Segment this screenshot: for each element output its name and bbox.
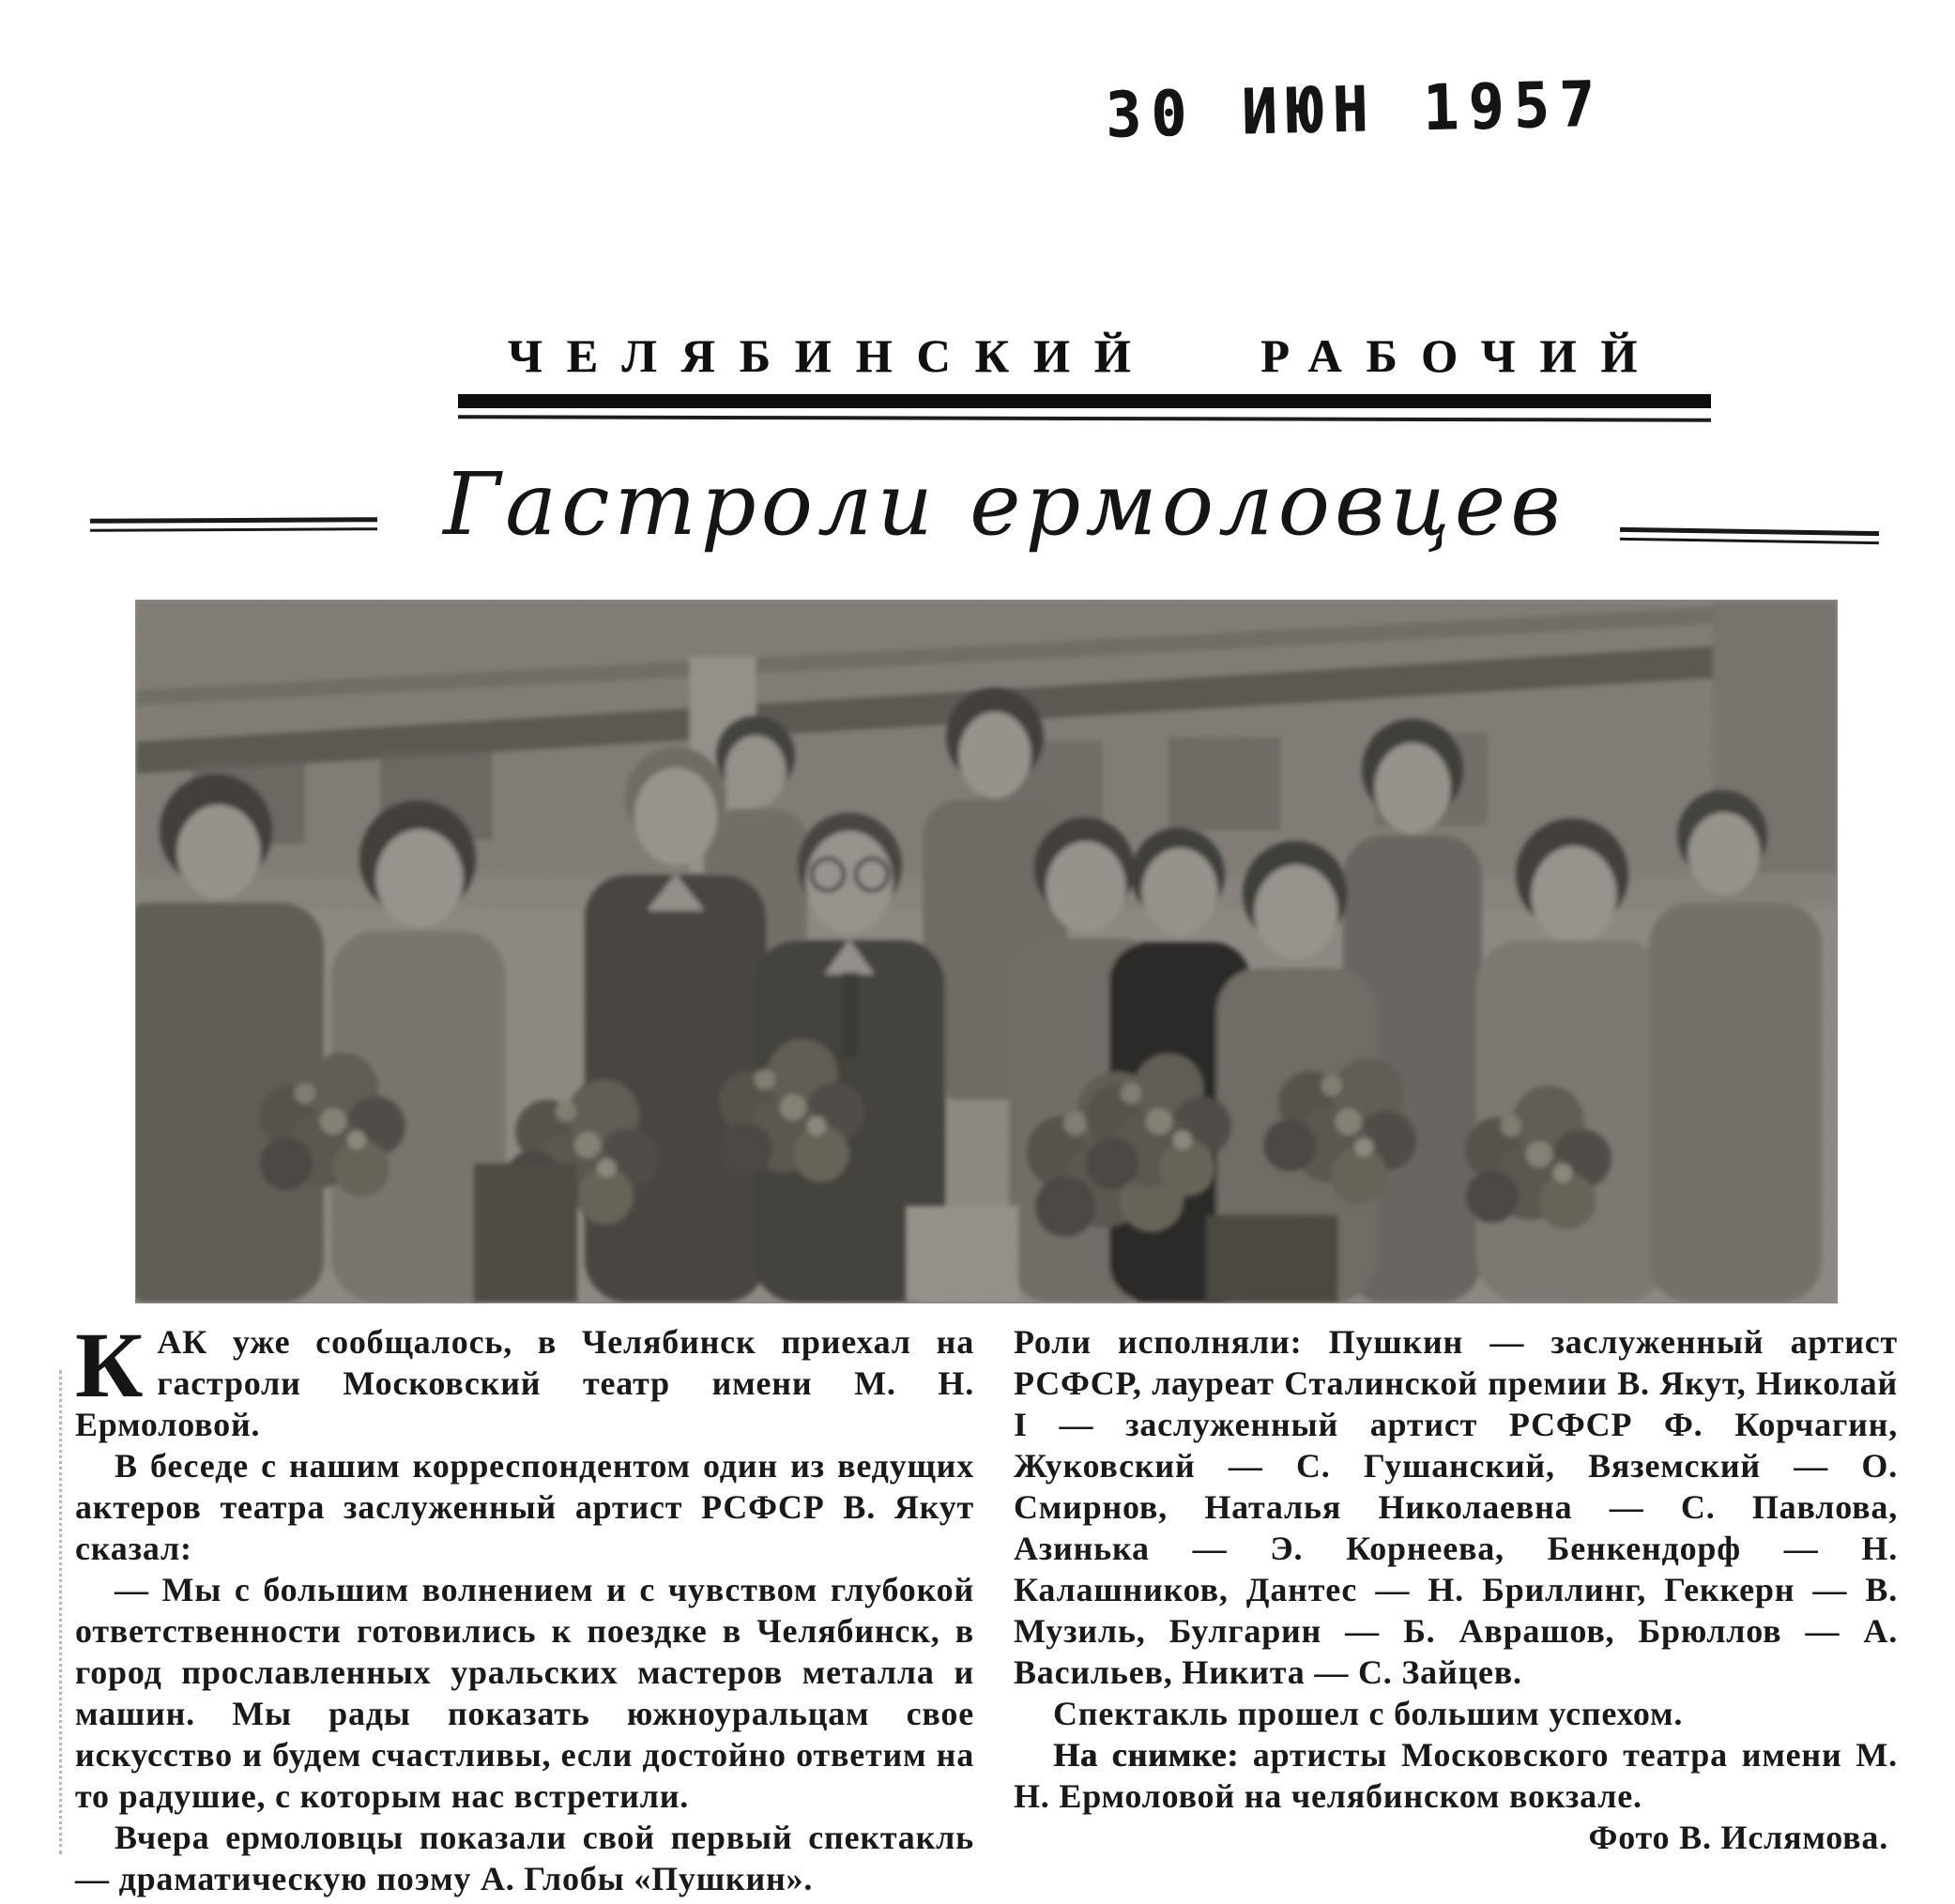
headline-rule-right xyxy=(1620,527,1879,544)
masthead-rule-thin xyxy=(458,415,1711,421)
photo-caption xyxy=(1014,1734,1898,1817)
paragraph-cast-list: Роли исполняли: Пушкин — заслуженный артист РСФСР, лауреат Сталинской премии В. Якут, Николай I — заслуженный артист РСФСР Ф. Корчагин, Жуковский — С. Гушанский, Вяземский — О. Смирнов, Наталья Николаевна — С. Павлова, Азинька — Э. Корнеева, Бенкендорф — Н. Калашников, Дантес — Н. Бриллинг, Геккерн — В. Музиль, Булгарин — Б. Аврашов, Брюллов — А. Васильев, Никита — С. Зайцев. xyxy=(1014,1323,1898,1691)
photo-credit: Фото В. Ислямова. xyxy=(1588,1819,1888,1856)
left-margin-rule xyxy=(59,1370,62,1854)
date-stamp: 30 ИЮН 1957 xyxy=(1105,67,1606,152)
article-column-left xyxy=(75,1313,974,1899)
paragraph-quote: — Мы с большим волнением и с чувством глубокой ответственности готовились к поездке в Челябинск, в город прославленных уральских мастеров металла и машин. Мы рады показать южноуральцам свое искусство и будем счастливы, если достойно ответим на то радушие, с которым нас встретили. xyxy=(75,1571,974,1815)
newspaper-title: ЧЕЛЯБИНСКИЙ РАБОЧИЙ xyxy=(507,329,1662,382)
photo-caption-text: артисты Московского театра имени М. Н. Ермоловой на челябинском вокзале. xyxy=(1014,1736,1898,1815)
paragraph-lead xyxy=(75,1313,974,1445)
headline-rule-left xyxy=(90,517,377,532)
article-column-right xyxy=(1014,1321,1898,1858)
paragraph-lead-text: АК уже сообщалось, в Челябинск приехал на гастроли Московский театр имени М. Н. Ермоловой. xyxy=(75,1323,974,1443)
photo-illustration xyxy=(136,601,1837,1302)
masthead xyxy=(458,328,1711,420)
photo-caption-lead: На снимке: xyxy=(1053,1736,1239,1774)
masthead-rule-thick xyxy=(458,394,1711,408)
article-photo xyxy=(136,601,1837,1302)
photo-grain-overlay xyxy=(136,601,1837,1302)
drop-cap: К xyxy=(75,1313,145,1417)
paragraph: Спектакль прошел с большим успехом. xyxy=(1053,1695,1684,1732)
article-headline: Гастроли ермоловцев xyxy=(443,454,1566,555)
paragraph: В беседе с нашим корреспондентом один из ведущих актеров театра заслуженный артист РСФСР В. Якут сказал: xyxy=(75,1447,974,1567)
paragraph: Вчера ермоловцы показали свой первый спектакль — драматическую поэму А. Глобы «Пушкин». xyxy=(75,1819,974,1897)
